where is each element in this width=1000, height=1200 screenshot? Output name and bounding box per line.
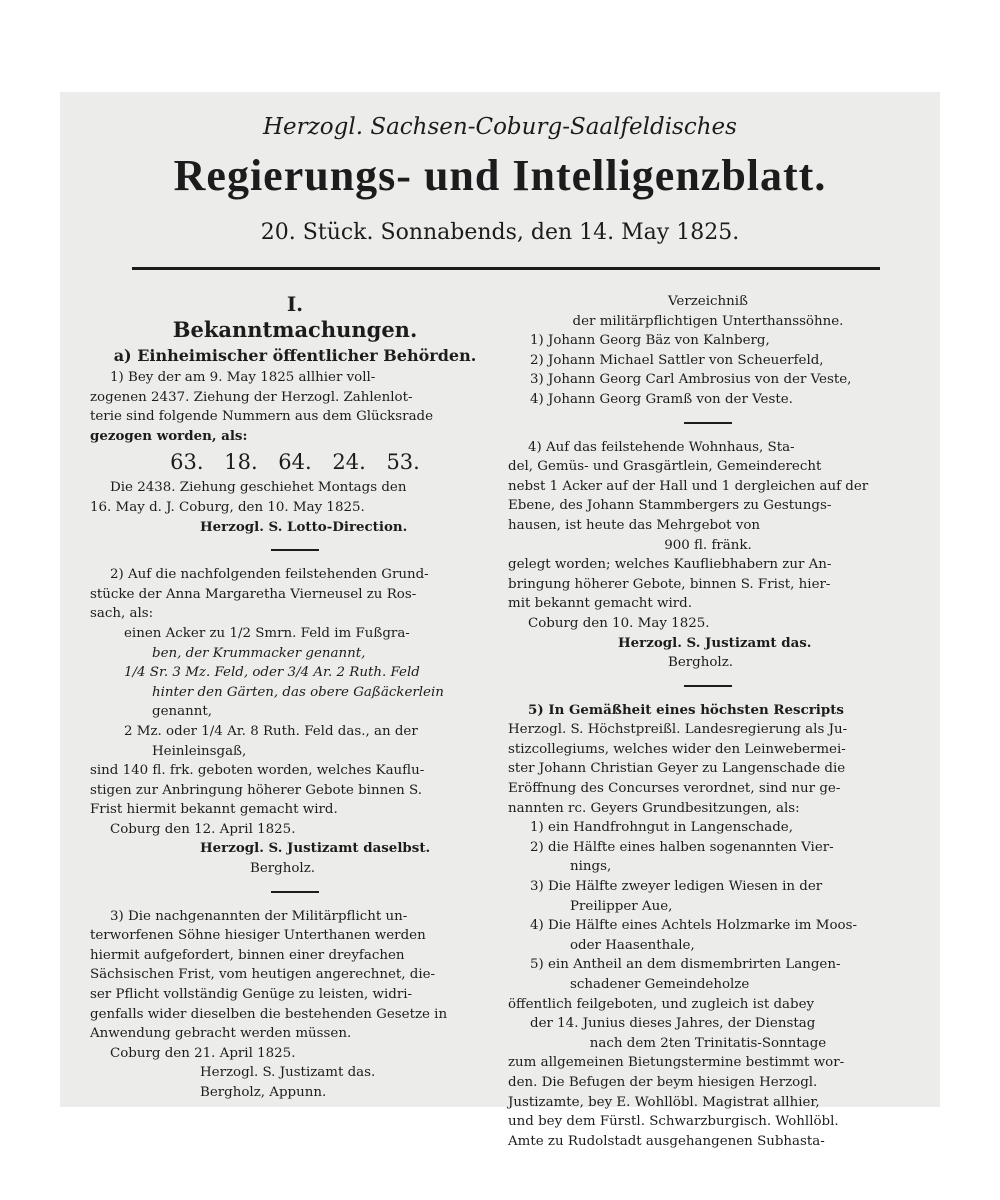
notice-2-signature: Herzogl. S. Justizamt daselbst. bbox=[200, 840, 431, 857]
lottery-numbers: 63. 18. 64. 24. 53. bbox=[170, 450, 420, 475]
notice-2-line: Frist hiermit bekannt gemacht wird. bbox=[90, 802, 338, 818]
notice-4-line: nebst 1 Acker auf der Hall und 1 dergleichen auf der bbox=[508, 478, 869, 494]
masthead-title: Regierungs- und Intelligenzblatt. bbox=[173, 151, 827, 200]
right-column bbox=[508, 292, 908, 1151]
list-item: 4) Johann Georg Gramß von der Veste. bbox=[530, 391, 793, 407]
section-number: I. bbox=[286, 292, 304, 316]
notice-5-item: Preilipper Aue, bbox=[570, 898, 673, 914]
notice-1-signature: Herzogl. S. Lotto-Direction. bbox=[200, 518, 408, 535]
separator bbox=[271, 549, 319, 551]
subsection-title: a) Einheimischer öffentlicher Behörden. bbox=[113, 346, 477, 365]
notice-5-line: den. Die Befugen der beym hiesigen Herzogl. bbox=[508, 1074, 818, 1090]
notice-4-signature: Herzogl. S. Justizamt das. bbox=[618, 634, 812, 651]
notice-3 bbox=[90, 907, 500, 1103]
notice-1 bbox=[90, 368, 500, 537]
separator bbox=[684, 685, 732, 687]
notice-3-signature: Herzogl. S. Justizamt das. bbox=[200, 1065, 376, 1081]
notice-2-date: Coburg den 12. April 1825. bbox=[110, 821, 296, 837]
notice-5-item: 2) die Hälfte eines halben sogenannten Vier- bbox=[530, 839, 834, 855]
notice-2-line: sind 140 fl. frk. geboten worden, welches Kauflu- bbox=[90, 763, 425, 779]
notice-4-line: bringung höherer Gebote, binnen S. Frist, hier- bbox=[508, 576, 831, 592]
notice-4 bbox=[508, 438, 908, 673]
list-title: Verzeichniß bbox=[667, 294, 748, 309]
notice-4-date: Coburg den 10. May 1825. bbox=[528, 615, 710, 631]
notice-2-item: genannt, bbox=[152, 704, 212, 720]
notice-5-line: Herzogl. S. Höchstpreißl. Landesregierung als Ju- bbox=[508, 722, 848, 738]
notice-2-signature: Bergholz. bbox=[250, 861, 316, 877]
notice-4-line: 4) Auf das feilstehende Wohnhaus, Sta- bbox=[528, 439, 795, 455]
notice-3-signature: Bergholz, Appunn. bbox=[200, 1085, 327, 1100]
notice-5-line: und bey dem Fürstl. Schwarzburgisch. Wohllöbl. bbox=[508, 1114, 839, 1130]
left-column bbox=[90, 292, 500, 1103]
notice-2-line: stigen zur Anbringung höherer Gebote binnen S. bbox=[90, 782, 422, 798]
notice-5-line: öffentlich feilgeboten, und zugleich ist dabey bbox=[508, 996, 815, 1012]
notice-5-line: ster Johann Christian Geyer zu Langenschade die bbox=[508, 761, 846, 777]
notice-2 bbox=[90, 565, 500, 879]
notice-5-line: Eröffnung des Concurses verordnet, sind nur ge- bbox=[508, 781, 841, 797]
notice-5-line: nannten rc. Geyers Grundbesitzungen, als: bbox=[508, 800, 800, 816]
notice-1-line: 1) Bey der am 9. May 1825 allhier voll- bbox=[110, 370, 376, 385]
notice-4-line: Ebene, des Johann Stammbergers zu Gestungs- bbox=[508, 498, 832, 514]
notice-2-line: sach, als: bbox=[90, 606, 154, 622]
notice-4-line: mit bekannt gemacht wird. bbox=[508, 596, 693, 612]
separator bbox=[271, 891, 319, 893]
notice-3-line: Anwendung gebracht werden müssen. bbox=[90, 1026, 352, 1042]
masthead-subtitle: Herzogl. Sachsen-Coburg-Saalfeldisches bbox=[263, 114, 737, 140]
notice-2-item: 2 Mz. oder 1/4 Ar. 8 Ruth. Feld das., an der bbox=[124, 723, 418, 739]
notice-5-item: 1) ein Handfrohngut in Langenschade, bbox=[530, 820, 793, 836]
newspaper-page bbox=[60, 92, 940, 1149]
list-subtitle: der militärpflichtigen Unterthanssöhne. bbox=[572, 313, 844, 329]
notice-5-line: 5) In Gemäßheit eines höchsten Rescripts bbox=[528, 701, 844, 718]
notice-3-line: genfalls wider dieselben die bestehenden Gesetze in bbox=[90, 1006, 448, 1022]
section-title: Bekanntmachungen. bbox=[172, 317, 418, 342]
list-item: 3) Johann Georg Carl Ambrosius von der Veste, bbox=[530, 372, 852, 388]
notice-5-line: Justizamte, bey E. Wohllöbl. Magistrat allhier, bbox=[508, 1094, 820, 1110]
notice-1-line: gezogen worden, als: bbox=[90, 427, 248, 444]
notice-5 bbox=[508, 701, 908, 1152]
notice-1-line: terie sind folgende Nummern aus dem Glücksrade bbox=[90, 409, 434, 425]
notice-3-line: Sächsischen Frist, vom heutigen angerechnet, die- bbox=[90, 967, 436, 983]
notice-2-line: stücke der Anna Margaretha Vierneusel zu Ros- bbox=[90, 586, 417, 602]
notice-5-line: zum allgemeinen Bietungstermine bestimmt wor- bbox=[508, 1055, 845, 1071]
notice-5-item: 4) Die Hälfte eines Achtels Holzmarke im Moos- bbox=[530, 918, 857, 934]
notice-5-line: der 14. Junius dieses Jahres, der Dienstag bbox=[530, 1016, 816, 1032]
list-item: 2) Johann Michael Sattler von Scheuerfeld, bbox=[530, 352, 824, 368]
notice-2-item: ben, der Krummacker genannt, bbox=[152, 645, 366, 661]
notice-5-line: nach dem 2ten Trinitatis-Sonntage bbox=[589, 1035, 827, 1051]
header-rule bbox=[132, 267, 880, 270]
notice-3-line: hiermit aufgefordert, binnen einer dreyfachen bbox=[90, 947, 405, 963]
notice-3-date: Coburg den 21. April 1825. bbox=[110, 1045, 296, 1061]
notice-2-item: 1/4 Sr. 3 Mz. Feld, oder 3/4 Ar. 2 Ruth. Feld bbox=[124, 665, 420, 681]
notice-4-signature: Bergholz. bbox=[668, 655, 734, 671]
notice-3-line: 3) Die nachgenannten der Militärpflicht un- bbox=[110, 908, 408, 924]
notice-1-line: zogenen 2437. Ziehung der Herzogl. Zahlenlot- bbox=[90, 389, 413, 405]
notice-4-line: gelegt worden; welches Kaufliebhabern zur An- bbox=[508, 557, 832, 573]
notice-2-line: 2) Auf die nachfolgenden feilstehenden Grund- bbox=[110, 567, 429, 583]
notice-3-line: terworfenen Söhne hiesiger Unterthanen werden bbox=[90, 928, 426, 944]
notice-1-line: 16. May d. J. Coburg, den 10. May 1825. bbox=[90, 499, 365, 515]
separator bbox=[684, 422, 732, 424]
notice-1-line: Die 2438. Ziehung geschiehet Montags den bbox=[110, 480, 407, 496]
notice-2-item: hinter den Gärten, das obere Gaßäckerlein bbox=[152, 684, 444, 700]
notice-4-line: del, Gemüs- und Grasgärtlein, Gemeinderecht bbox=[508, 459, 822, 475]
notice-5-item: 5) ein Antheil an dem dismembrirten Langen- bbox=[530, 957, 841, 973]
notice-5-line: stizcollegiums, welches wider den Leinwebermei- bbox=[508, 741, 846, 757]
notice-4-amount: 900 fl. fränk. bbox=[664, 537, 752, 553]
notice-5-item: 3) Die Hälfte zweyer ledigen Wiesen in der bbox=[530, 879, 823, 895]
notice-5-item: oder Haasenthale, bbox=[570, 937, 695, 953]
notice-5-line: Amte zu Rudolstadt ausgehangenen Subhasta- bbox=[508, 1133, 825, 1149]
notice-3-line: ser Pflicht vollständig Genüge zu leisten, widri- bbox=[90, 987, 413, 1003]
notice-2-item: Heinleinsgaß, bbox=[152, 743, 247, 759]
notice-5-item: schadener Gemeindeholze bbox=[570, 977, 750, 992]
notice-4-line: hausen, ist heute das Mehrgebot von bbox=[508, 517, 761, 533]
notice-2-item: einen Acker zu 1/2 Smrn. Feld im Fußgra- bbox=[124, 625, 410, 641]
conscript-list bbox=[508, 292, 908, 410]
notice-5-item: nings, bbox=[570, 859, 612, 875]
list-item: 1) Johann Georg Bäz von Kalnberg, bbox=[530, 333, 770, 349]
issue-line: 20. Stück. Sonnabends, den 14. May 1825. bbox=[260, 220, 740, 245]
